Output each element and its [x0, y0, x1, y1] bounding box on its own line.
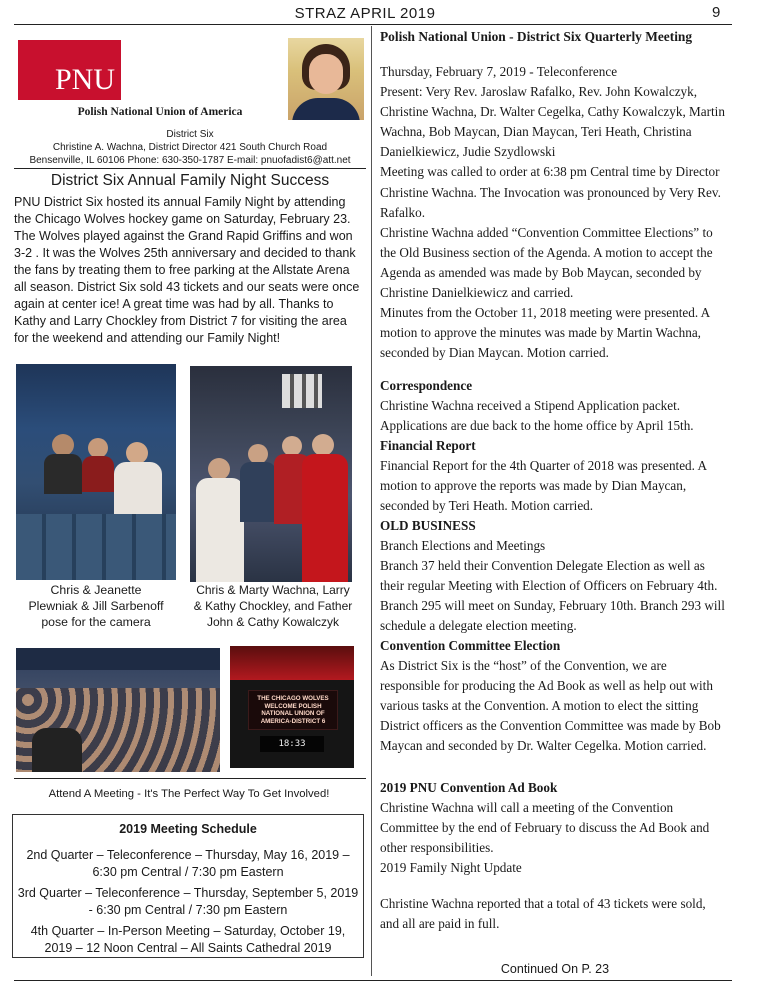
continued-note: Continued On P. 23	[500, 962, 610, 976]
correspondence-heading: Correspondence	[380, 378, 473, 393]
org-contact-block	[18, 128, 362, 167]
minutes-title: Polish National Union - District Six Quarterly Meeting	[380, 29, 693, 44]
arena-photo-1	[16, 364, 176, 580]
photo-caption-1: Chris & Jeanette Plewniak & Jill Sarbenoff pose for the camera	[28, 583, 164, 629]
convention-heading: Convention Committee Election	[380, 638, 561, 653]
page-header-title: STRAZ APRIL 2019	[294, 5, 436, 22]
financial-text: Financial Report for the 4th Quarter of 2018 was presented. A motion to approve the reports was made by Dian Maycan, seconded by Teri Heath. Motion carried.	[380, 458, 707, 514]
financial-heading: Financial Report	[380, 438, 476, 453]
scoreboard-message: THE CHICAGO WOLVES WELCOME POLISH NATIONAL UNION OF AMERICA-DISTRICT 6	[248, 690, 338, 730]
pnu-logo: PNU	[18, 40, 121, 100]
org-contact: Bensenville, IL 60106 Phone: 630-350-1787 E-mail: pnuofadist6@att.net	[29, 155, 351, 166]
schedule-item: 2nd Quarter – Teleconference – Thursday, May 16, 2019 – 6:30 pm Central / 7:30 pm Eastern	[26, 848, 350, 879]
org-district: District Six	[166, 129, 214, 140]
arena-photo-2	[190, 366, 352, 582]
schedule-item: 4th Quarter – In-Person Meeting – Saturday, October 19, 2019 – 12 Noon Central – All Saints Cathedral 2019	[30, 924, 346, 955]
meeting-schedule-box	[12, 814, 364, 958]
org-address: Christine A. Wachna, District Director 421 South Church Road	[52, 142, 328, 153]
meeting-cta: Attend A Meeting - It's The Perfect Way To Get Involved!	[48, 788, 330, 800]
adbook-heading: 2019 PNU Convention Ad Book	[380, 780, 558, 795]
header-rule	[14, 24, 732, 25]
old-business-heading: OLD BUSINESS	[380, 518, 476, 533]
arena-crowd-photo	[16, 648, 220, 772]
photo-caption-2: Chris & Marty Wachna, Larry & Kathy Chockley, and Father John & Cathy Kowalczyk	[193, 583, 353, 629]
story-body: PNU District Six hosted its annual Family Night by attending the Chicago Wolves hockey game on Saturday, February 23. The Wolves played against the Grand Rapid Griffins and won 3-2 . It was the Wolves 25th anniversary and decided to thank the fans by treating them to free parking at the Allstate Arena all season. District Six sold 43 tickets and our seats were once again at center ice! A great time was had by all. Thanks to Kathy and Larry Chockley from District 7 for visiting the area for the weekend and attending our Family Night!	[14, 195, 360, 345]
schedule-item: 3rd Quarter – Teleconference – Thursday, September 5, 2019 - 6:30 pm Central / 7:30 pm Eastern	[17, 886, 359, 917]
org-rule	[14, 168, 366, 169]
footer-rule	[14, 980, 732, 981]
cta-rule	[14, 778, 366, 779]
org-name: Polish National Union of America	[77, 106, 243, 118]
page-number: 9	[712, 4, 721, 21]
correspondence-text: Christine Wachna received a Stipend Application packet. Applications are due back to the home office by April 15th.	[380, 398, 694, 434]
story-title: District Six Annual Family Night Success	[50, 172, 330, 189]
old-business-text: Branch Elections and Meetings Branch 37 held their Convention Delegate Election as well as their regular Meeting with Election of Officers on February 4th. Branch 295 will meet on Sunday, February 10th. Branch 293 will schedule a delegate election meeting.	[380, 538, 725, 634]
convention-text: As District Six is the “host” of the Convention, we are responsible for producing the Ad Book as well as help out with various tasks at the Convention. A motion to elect the sitting District officers as the Convention Committee was made by Bob Maycan and seconded by Dr. Walter Cegelka. Motion carried.	[380, 658, 721, 754]
adbook-text: Christine Wachna will call a meeting of the Convention Committee by the end of February to discuss the Ad Book and other responsibilities. 2019 Family Night Update	[380, 800, 710, 876]
column-divider	[371, 26, 372, 976]
minutes-intro: Thursday, February 7, 2019 - Teleconference Present: Very Rev. Jaroslaw Rafalko, Rev. John Kowalczyk, Christine Wachna, Dr. Walter Cegelka, Cathy Kowalczyk, Martin Wachna, Bob Maycan, Dian Maycan, Teri Heath, Christina Danielkiewicz, Judie Szydlowski Meeting was called to order at 6:38 pm Central time by Director Christine Wachna. The Invocation was pronounced by Very Rev. Rafalko. Christine Wachna added “Convention Committee Elections” to the Old Business section of the Agenda. A motion to accept the Agenda as amended was made by Bob Maycan, seconded by Christine Danielkiewicz and carried. Minutes from the October 11, 2018 meeting were presented. A motion to approve the minutes was made by Martin Wachna, seconded by Dian Maycan. Motion carried.	[380, 64, 725, 361]
family-night-update-text: Christine Wachna reported that a total of 43 tickets were sold, and all are paid in full.	[380, 896, 706, 932]
scoreboard-photo: THE CHICAGO WOLVES WELCOME POLISH NATIONAL UNION OF AMERICA-DISTRICT 6 18:33	[230, 646, 354, 768]
schedule-title: 2019 Meeting Schedule	[119, 822, 257, 836]
